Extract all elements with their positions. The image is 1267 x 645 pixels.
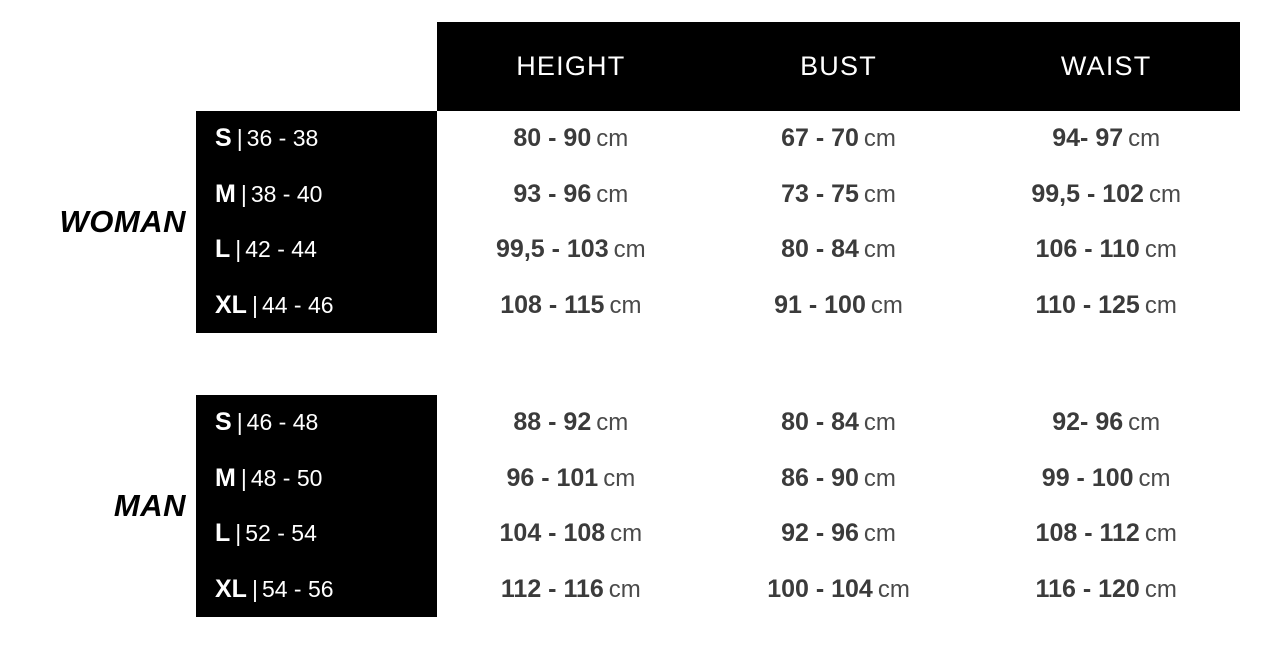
table-row — [437, 222, 1240, 278]
cell-unit: cm — [1128, 125, 1161, 153]
cell-waist — [972, 291, 1240, 320]
cell-value: 91 - 100 — [774, 290, 866, 319]
table-row — [196, 222, 437, 278]
cell-unit: cm — [863, 409, 896, 437]
cell-value: 106 - 110 — [1035, 235, 1140, 264]
table-row — [437, 278, 1240, 334]
cell-height — [437, 519, 705, 548]
cell-height — [437, 408, 705, 437]
cell-bust — [705, 124, 973, 153]
column-header-waist: WAIST — [1060, 51, 1152, 81]
size-range: 44 - 46 — [261, 291, 334, 318]
table-row — [437, 167, 1240, 223]
cell-unit: cm — [603, 464, 636, 492]
cell-value: 108 - 115 — [500, 290, 605, 319]
cell-value: 92- 96 — [1052, 408, 1124, 437]
size-separator: | — [236, 409, 243, 436]
cell-bust — [705, 519, 973, 548]
size-separator: | — [240, 180, 247, 207]
table-row — [196, 451, 437, 507]
size-range: 48 - 50 — [250, 464, 323, 491]
size-label: XL — [215, 574, 247, 603]
cell-value: 80 - 84 — [781, 235, 859, 264]
cell-bust — [705, 235, 973, 264]
size-separator: | — [240, 464, 247, 491]
table-row — [437, 451, 1240, 507]
size-range: 38 - 40 — [250, 180, 323, 207]
table-row — [437, 395, 1240, 451]
size-label: L — [215, 235, 231, 264]
cell-unit: cm — [1144, 575, 1177, 603]
size-label: M — [215, 179, 236, 208]
cell-value: 100 - 104 — [767, 574, 873, 603]
table-row — [196, 562, 437, 618]
size-separator: | — [251, 291, 258, 318]
cell-value: 108 - 112 — [1035, 519, 1140, 548]
cell-unit: cm — [863, 236, 896, 264]
size-separator: | — [235, 236, 242, 263]
cell-unit: cm — [1148, 180, 1181, 208]
cell-unit: cm — [596, 409, 629, 437]
cell-value: 99,5 - 102 — [1031, 179, 1144, 208]
cell-value: 92 - 96 — [781, 519, 859, 548]
size-range: 46 - 48 — [246, 409, 319, 436]
cell-unit: cm — [609, 291, 642, 319]
cell-waist — [972, 180, 1240, 209]
cell-value: 93 - 96 — [513, 179, 592, 208]
size-range: 52 - 54 — [245, 520, 317, 547]
table-row — [196, 111, 437, 167]
cell-unit: cm — [610, 520, 643, 548]
size-range: 54 - 56 — [261, 575, 334, 602]
measure-grid-man — [437, 395, 1240, 617]
cell-value: 112 - 116 — [500, 574, 604, 603]
cell-bust — [705, 464, 973, 493]
size-range: 42 - 44 — [245, 236, 317, 263]
size-separator: | — [235, 520, 242, 547]
group-woman — [0, 111, 1267, 333]
table-row — [196, 278, 437, 334]
cell-waist — [972, 519, 1240, 548]
cell-bust — [705, 575, 973, 604]
cell-bust — [705, 291, 973, 320]
cell-unit: cm — [1144, 236, 1177, 264]
group-man — [0, 395, 1267, 617]
group-label-man: MAN — [113, 488, 186, 523]
cell-unit: cm — [1144, 520, 1177, 548]
size-label: S — [215, 408, 232, 437]
cell-waist — [972, 408, 1240, 437]
cell-unit: cm — [870, 291, 903, 319]
cell-value: 67 - 70 — [781, 124, 859, 153]
table-row — [437, 506, 1240, 562]
cell-unit: cm — [1138, 464, 1171, 492]
group-label-woman: WOMAN — [59, 204, 186, 239]
cell-waist — [972, 235, 1240, 264]
cell-value: 94- 97 — [1052, 124, 1124, 153]
cell-unit: cm — [863, 180, 896, 208]
size-label: L — [215, 519, 231, 548]
cell-unit: cm — [877, 575, 910, 603]
cell-value: 99 - 100 — [1041, 463, 1134, 492]
cell-value: 110 - 125 — [1035, 290, 1140, 319]
cell-unit: cm — [863, 520, 896, 548]
cell-value: 99,5 - 103 — [496, 235, 609, 264]
table-row — [196, 167, 437, 223]
cell-unit: cm — [613, 236, 646, 264]
cell-unit: cm — [1144, 291, 1177, 319]
cell-unit: cm — [608, 575, 641, 603]
cell-value: 96 - 101 — [506, 463, 599, 492]
cell-waist — [972, 575, 1240, 604]
cell-height — [437, 575, 705, 604]
cell-height — [437, 180, 705, 209]
cell-unit: cm — [863, 464, 896, 492]
table-header — [437, 22, 1240, 111]
cell-unit: cm — [863, 125, 896, 153]
cell-height — [437, 291, 705, 320]
size-label: XL — [215, 290, 247, 319]
cell-waist — [972, 464, 1240, 493]
size-separator: | — [236, 125, 243, 152]
table-row — [196, 506, 437, 562]
cell-value: 104 - 108 — [499, 519, 606, 548]
cell-unit: cm — [596, 125, 629, 153]
cell-height — [437, 124, 705, 153]
cell-bust — [705, 408, 973, 437]
size-range: 36 - 38 — [246, 125, 319, 152]
table-row — [196, 395, 437, 451]
size-separator: | — [251, 575, 258, 602]
cell-height — [437, 235, 705, 264]
cell-value: 88 - 92 — [513, 408, 592, 437]
measure-grid-woman — [437, 111, 1240, 333]
cell-unit: cm — [1128, 409, 1161, 437]
cell-height — [437, 464, 705, 493]
size-label: S — [215, 124, 232, 153]
column-header-height: HEIGHT — [516, 51, 626, 81]
table-row — [437, 111, 1240, 167]
cell-value: 73 - 75 — [781, 179, 859, 208]
cell-unit: cm — [596, 180, 629, 208]
size-label: M — [215, 463, 236, 492]
cell-bust — [705, 180, 973, 209]
cell-value: 80 - 90 — [513, 124, 592, 153]
cell-value: 86 - 90 — [781, 463, 859, 492]
cell-value: 80 - 84 — [781, 408, 859, 437]
cell-waist — [972, 124, 1240, 153]
size-column-man — [196, 395, 437, 617]
column-header-bust: BUST — [800, 51, 877, 81]
cell-value: 116 - 120 — [1035, 574, 1140, 603]
size-column-woman — [196, 111, 437, 333]
table-row — [437, 562, 1240, 618]
